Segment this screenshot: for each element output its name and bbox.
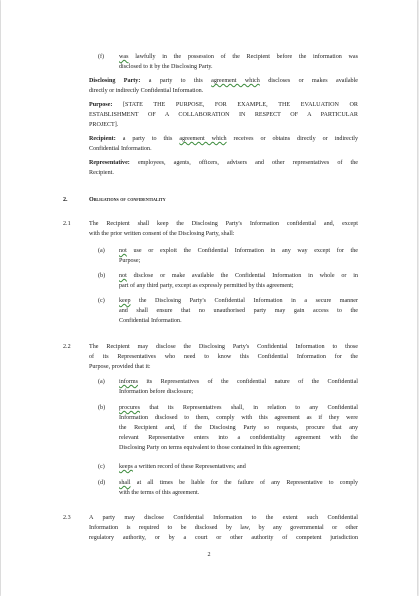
- item-label: (c): [98, 298, 105, 304]
- item-label: (a): [98, 248, 105, 254]
- item-text-line: and shall ensure that no unauthorised party may gain access to the: [119, 308, 358, 314]
- clause-text-line: The Recipient shall keep the Disclosing Party's Information confidential and, except: [89, 221, 358, 227]
- definition-text-line: Recipient.: [89, 170, 114, 176]
- definition-text-line: ESTABLISHMENT OF A COLLABORATION IN RESPECT OF A PARTICULAR: [89, 112, 358, 118]
- item-text-line: shall at all times be liable for the failure of any Representative to comply: [119, 480, 358, 486]
- section-number: 2.: [63, 197, 68, 203]
- definition-purpose: Purpose: [STATE THE PURPOSE, FOR EXAMPLE, THE EVALUATION OR: [89, 102, 358, 108]
- clause-text-line: regulatory authority, or by a court or other authority of competent jurisdiction: [89, 535, 358, 541]
- clause-text-line: Information is required to be disclosed by law, by any governmental or other: [89, 525, 358, 531]
- item-label: (f): [98, 54, 105, 60]
- item-label: (a): [98, 379, 105, 385]
- item-text-line: keep the Disclosing Party's Confidential Information in a secure manner: [119, 298, 358, 304]
- item-label: (b): [98, 405, 106, 411]
- definition-representative: Representative: employees, agents, officers, advisers and other representatives of the: [89, 160, 358, 166]
- clause-number: 2.2: [63, 344, 71, 350]
- definition-text-line: directly or indirectly Confidential Information.: [89, 88, 204, 94]
- document-page: [1, 0, 417, 596]
- clause-text-line: A party may disclose Confidential Information to the extent such Confidential: [89, 515, 358, 521]
- item-text-line: keeps a written record of these Representatives; and: [119, 464, 246, 470]
- clause-text-line: The Recipient may disclose the Disclosing Party's Confidential Information to those: [89, 344, 358, 350]
- item-text-line: Disclosing Party on terms equivalent to those contained in this agreement;: [119, 445, 301, 451]
- defined-term: Recipient:: [89, 136, 116, 142]
- definition-disclosing-party: Disclosing Party: a party to this agreement which discloses or makes available: [89, 78, 358, 84]
- defined-term: Disclosing Party:: [89, 78, 141, 84]
- definition-recipient: Recipient: a party to this agreement which receives or obtains directly or indirectly: [89, 136, 359, 142]
- item-text-line: the Recipient and, if the Disclosing Party so requests, procure that any: [119, 425, 358, 431]
- item-text-line: Purpose;: [119, 258, 141, 264]
- item-text-line: not disclose or make available the Confidential Information in whole or in: [119, 273, 358, 279]
- item-text-line: part of any third party, except as expressly permitted by this agreement;: [119, 283, 294, 289]
- item-text-line: with the terms of this agreement.: [119, 490, 200, 496]
- defined-term: Representative:: [89, 160, 130, 166]
- definition-text-line: PROJECT].: [89, 122, 119, 128]
- item-text-line: procures that its Representatives shall, in relation to any Confidential: [119, 405, 358, 411]
- item-label: (c): [98, 464, 105, 470]
- clause-text-line: Purpose, provided that it:: [89, 364, 151, 370]
- item-text-line: was lawfully in the possession of the Recipient before the information was: [119, 54, 358, 60]
- clause-number: 2.1: [63, 221, 71, 227]
- item-text-line: disclosed to it by the Disclosing Party.: [119, 64, 213, 70]
- item-text-line: not use or exploit the Confidential Information in any way except for the: [119, 248, 358, 254]
- defined-term: Purpose:: [89, 102, 113, 108]
- item-lead-word: was: [119, 54, 129, 60]
- item-text-line: Information disclosed to them, comply with this agreement as if they were: [119, 415, 358, 421]
- section-heading: Obligations of confidentiality: [89, 197, 166, 203]
- clause-text-line: of its Representatives who need to know this Confidential Information for the: [89, 354, 358, 360]
- item-text-line: Information before disclosure;: [119, 389, 194, 395]
- item-text-line: informs its Representatives of the confidential nature of the Confidential: [119, 379, 359, 385]
- clause-number: 2.3: [63, 515, 71, 521]
- item-text-line: relevant Representative enters into a confidentiality agreement with the: [119, 435, 358, 441]
- item-label: (d): [98, 480, 106, 486]
- clause-text-line: with the prior written consent of the Disclosing Party, shall:: [89, 231, 235, 237]
- item-label: (b): [98, 273, 106, 279]
- page-number: 2: [207, 552, 211, 558]
- item-text-line: Confidential Information.: [119, 318, 182, 324]
- definition-text-line: Confidential Information.: [89, 146, 152, 152]
